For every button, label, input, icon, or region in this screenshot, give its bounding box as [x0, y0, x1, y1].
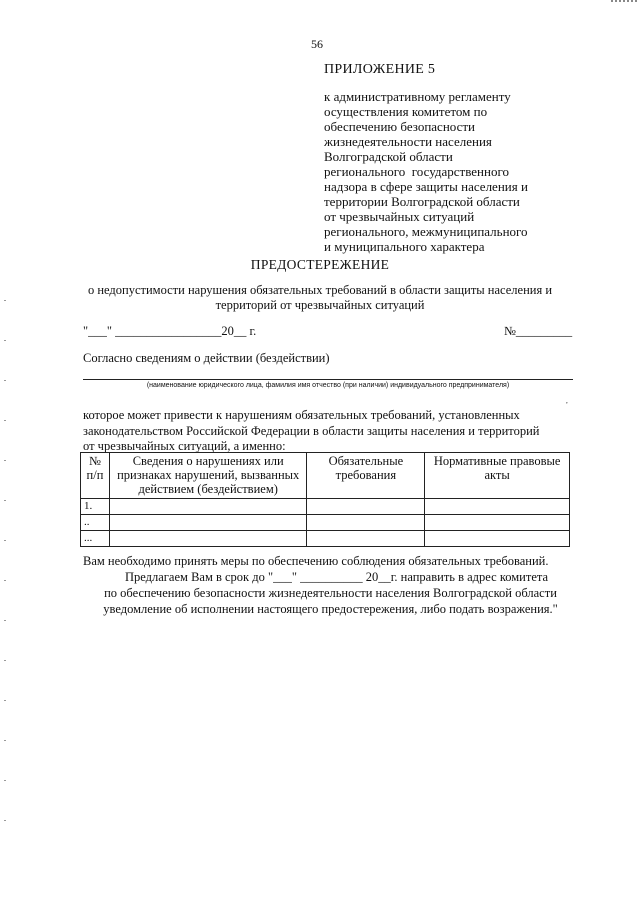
header-legal-acts: Нормативные правовые акты	[425, 453, 570, 499]
table-cell: ...	[81, 531, 110, 547]
appendix-line: надзора в сфере защиты населения и	[324, 179, 528, 194]
body-line: которое может привести к нарушениям обязательных требований, установленных	[83, 408, 520, 422]
appendix-line: к административному регламенту	[324, 89, 511, 104]
header-violations: Сведения о нарушениях или признаках нарушений, вызванных действием (бездействием)	[109, 453, 307, 499]
table-row	[81, 499, 570, 515]
scan-artifact	[611, 0, 637, 2]
page-number: 56	[311, 37, 323, 51]
header-number: № п/п	[81, 453, 110, 499]
table-row	[81, 515, 570, 531]
closing-line: уведомление об исполнении настоящего предостережения, либо подать возражения."	[103, 602, 558, 616]
appendix-line: от чрезвычайных ситуаций	[324, 209, 475, 224]
closing-paragraph	[83, 553, 578, 617]
body-line: законодательством Российской Федерации в области защиты населения и территорий	[83, 423, 540, 438]
appendix-text	[324, 89, 574, 254]
fill-line	[83, 379, 573, 380]
closing-line: Предлагаем Вам в срок до "___" __________ 20__г. направить в адрес комитета	[125, 570, 549, 584]
field-hint: (наименование юридического лица, фамилия имя отчество (при наличии) индивидуального предпринимателя)	[146, 382, 510, 389]
body-paragraph	[83, 408, 578, 455]
appendix-line: территории Волгоградской области	[324, 194, 520, 209]
violations-table	[80, 452, 570, 547]
table-cell	[425, 531, 570, 547]
header-requirements: Обязательные требования	[307, 453, 425, 499]
closing-line: по обеспечению безопасности жизнедеятельности населения Волгоградской области	[104, 586, 557, 600]
table-cell	[307, 515, 425, 531]
table-cell	[307, 531, 425, 547]
appendix-line: Волгоградской области	[324, 149, 453, 164]
table-cell	[109, 499, 307, 515]
appendix-line: обеспечению безопасности	[324, 119, 476, 134]
table-cell	[307, 499, 425, 515]
punctuation-mark: ,	[566, 397, 568, 405]
date-field: "___" _________________20__ г.	[83, 324, 257, 338]
according-text: Согласно сведениям о действии (бездействии)	[83, 351, 330, 365]
body-line: от чрезвычайных ситуаций, а именно:	[83, 439, 286, 453]
document-title: ПРЕДОСТЕРЕЖЕНИЕ	[250, 257, 390, 272]
table-cell	[109, 515, 307, 531]
appendix-line: регионального, межмуниципального	[324, 224, 528, 239]
scan-margin-artifact	[4, 300, 6, 860]
table-row	[81, 531, 570, 547]
subtitle-line: о недопустимости нарушения обязательных требований в области защиты населения и	[87, 283, 553, 297]
subtitle-line: территорий от чрезвычайных ситуаций	[215, 298, 425, 312]
appendix-line: осуществления комитетом по	[324, 104, 488, 119]
appendix-title: ПРИЛОЖЕНИЕ 5	[324, 62, 436, 77]
table-cell	[425, 515, 570, 531]
number-field: №_________	[504, 324, 573, 338]
table-cell	[109, 531, 307, 547]
closing-line: Вам необходимо принять меры по обеспечению соблюдения обязательных требований.	[83, 554, 549, 568]
table-cell: 1.	[81, 499, 110, 515]
appendix-line: регионального государственного	[324, 164, 509, 179]
table-cell	[425, 499, 570, 515]
document-subtitle	[60, 283, 580, 313]
table-cell: ..	[81, 515, 110, 531]
appendix-line: жизнедеятельности населения	[324, 134, 492, 149]
table-header-row	[81, 453, 570, 499]
appendix-line: и муниципального характера	[324, 239, 485, 254]
